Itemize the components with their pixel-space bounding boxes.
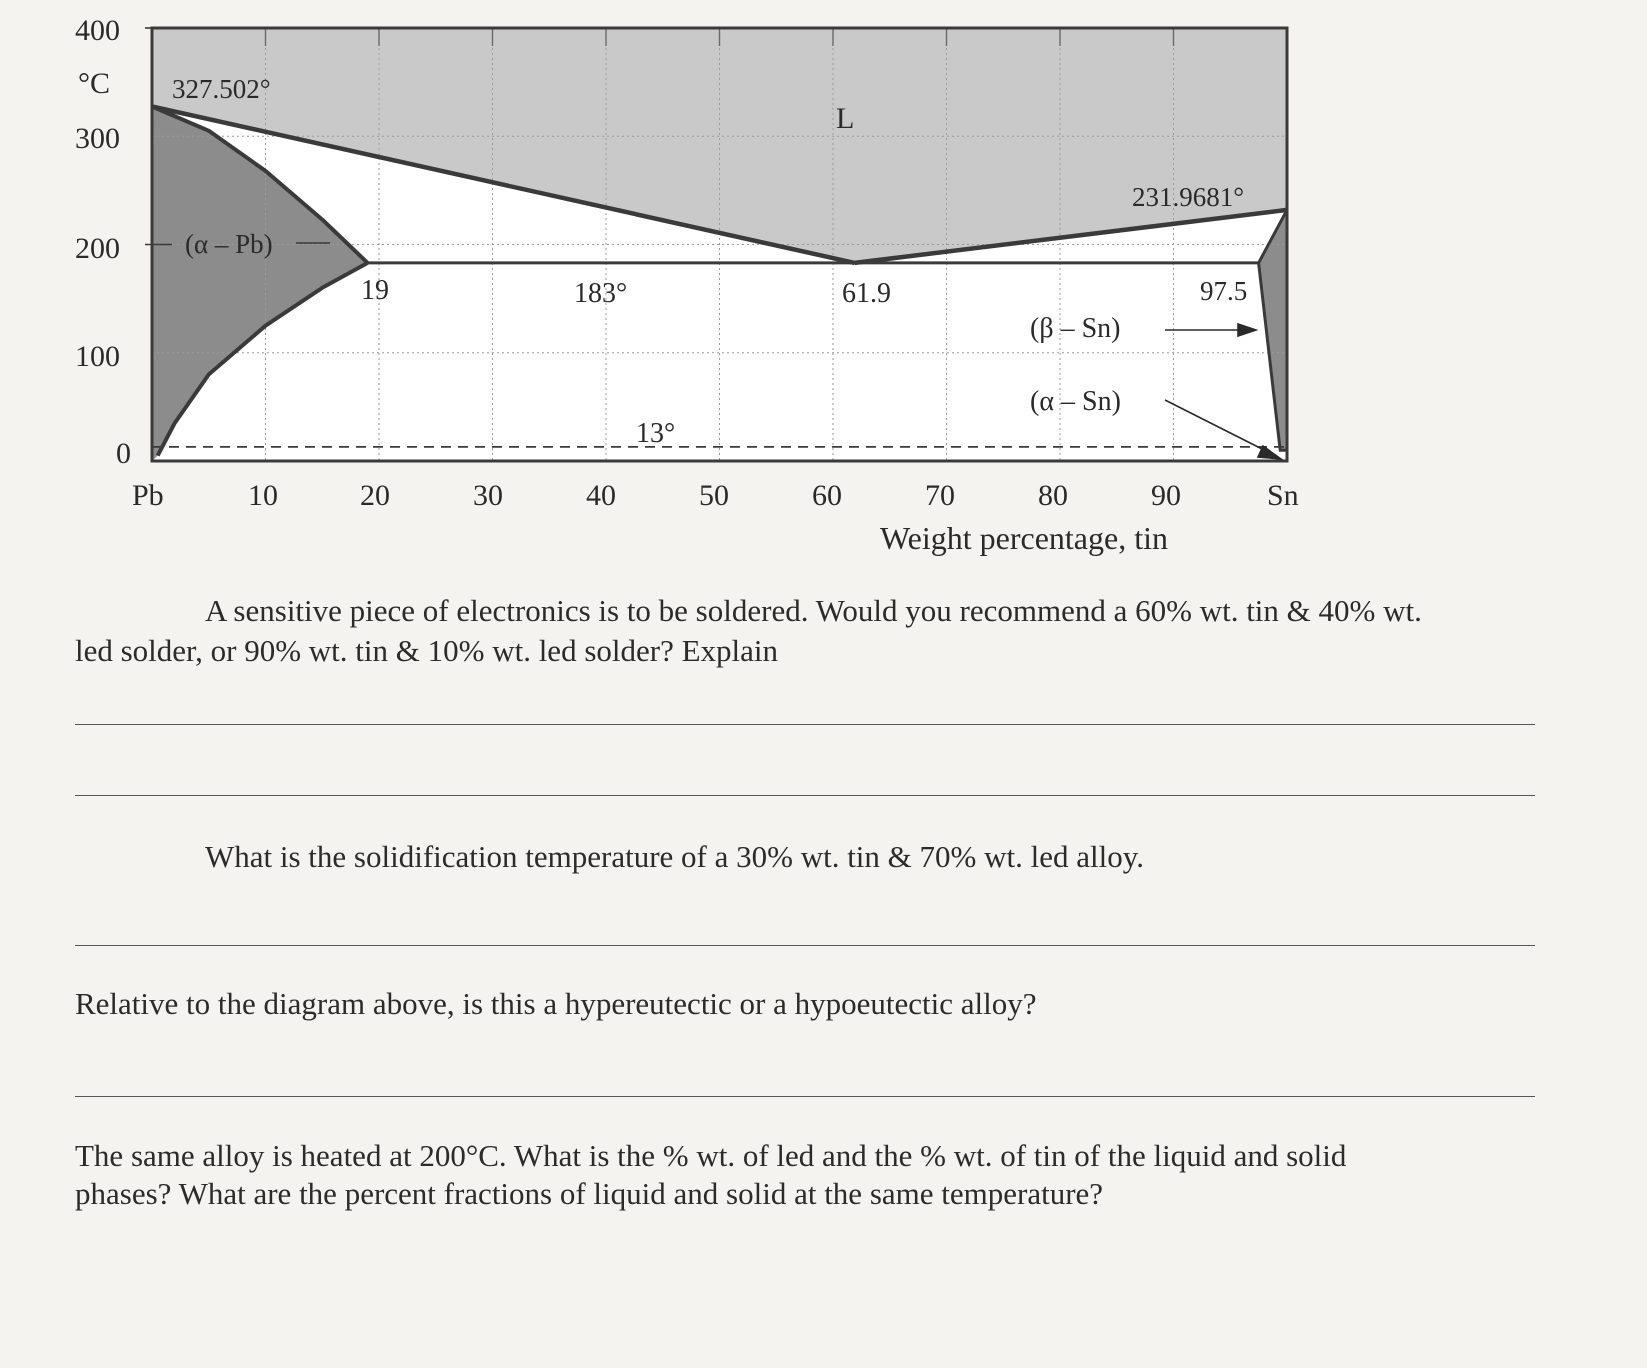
x-end-sn: Sn xyxy=(1267,479,1299,512)
label-alpha-pb: (α – Pb) xyxy=(185,229,273,259)
x-end-pb: Pb xyxy=(132,479,164,512)
x-tick-30: 30 xyxy=(473,479,503,512)
x-tick-40: 40 xyxy=(586,479,616,512)
question-3: Relative to the diagram above, is this a hypereutectic or a hypoeutectic alloy? xyxy=(75,986,1037,1021)
answer-line-1b[interactable] xyxy=(75,795,1535,796)
y-unit-label: °C xyxy=(78,67,111,100)
x-tick-70: 70 xyxy=(925,479,955,512)
label-transition-temp: 13° xyxy=(636,418,676,449)
label-liquid: L xyxy=(836,102,855,135)
question-4-line-2: phases? What are the percent fractions of liquid and solid at the same temperature? xyxy=(75,1176,1104,1211)
question-2: What is the solidification temperature of a 30% wt. tin & 70% wt. led alloy. xyxy=(205,839,1144,874)
question-1-line-2: led solder, or 90% wt. tin & 10% wt. led solder? Explain xyxy=(75,633,779,668)
answer-line-3[interactable] xyxy=(75,1096,1535,1097)
y-tick-400: 400 xyxy=(75,14,120,47)
label-sn-melting: 231.9681° xyxy=(1132,182,1245,212)
label-beta-sn: (β – Sn) xyxy=(1030,313,1121,344)
y-tick-200: 200 xyxy=(75,232,120,265)
x-tick-60: 60 xyxy=(812,479,842,512)
x-tick-50: 50 xyxy=(699,479,729,512)
label-alpha-limit: 19 xyxy=(361,275,389,306)
x-tick-20: 20 xyxy=(360,479,390,512)
x-tick-10: 10 xyxy=(248,479,278,512)
y-tick-100: 100 xyxy=(75,340,120,373)
label-beta-limit: 97.5 xyxy=(1200,276,1248,306)
x-tick-90: 90 xyxy=(1151,479,1181,512)
label-eutectic-temp: 183° xyxy=(574,278,628,309)
label-pb-melting: 327.502° xyxy=(172,74,271,104)
question-1-line-1: A sensitive piece of electronics is to be soldered. Would you recommend a 60% wt. tin & 40% wt. xyxy=(205,593,1422,628)
question-4-line-1: The same alloy is heated at 200°C. What is the % wt. of led and the % wt. of tin of the liquid and solid xyxy=(75,1138,1347,1173)
phase-diagram xyxy=(0,0,1400,580)
x-axis-label: Weight percentage, tin xyxy=(880,520,1168,556)
x-tick-80: 80 xyxy=(1038,479,1068,512)
y-tick-300: 300 xyxy=(75,122,120,155)
label-eutectic-comp: 61.9 xyxy=(842,278,891,309)
label-alpha-sn: (α – Sn) xyxy=(1030,386,1121,417)
y-tick-0: 0 xyxy=(116,437,131,470)
answer-line-2[interactable] xyxy=(75,945,1535,946)
answer-line-1a[interactable] xyxy=(75,724,1535,725)
